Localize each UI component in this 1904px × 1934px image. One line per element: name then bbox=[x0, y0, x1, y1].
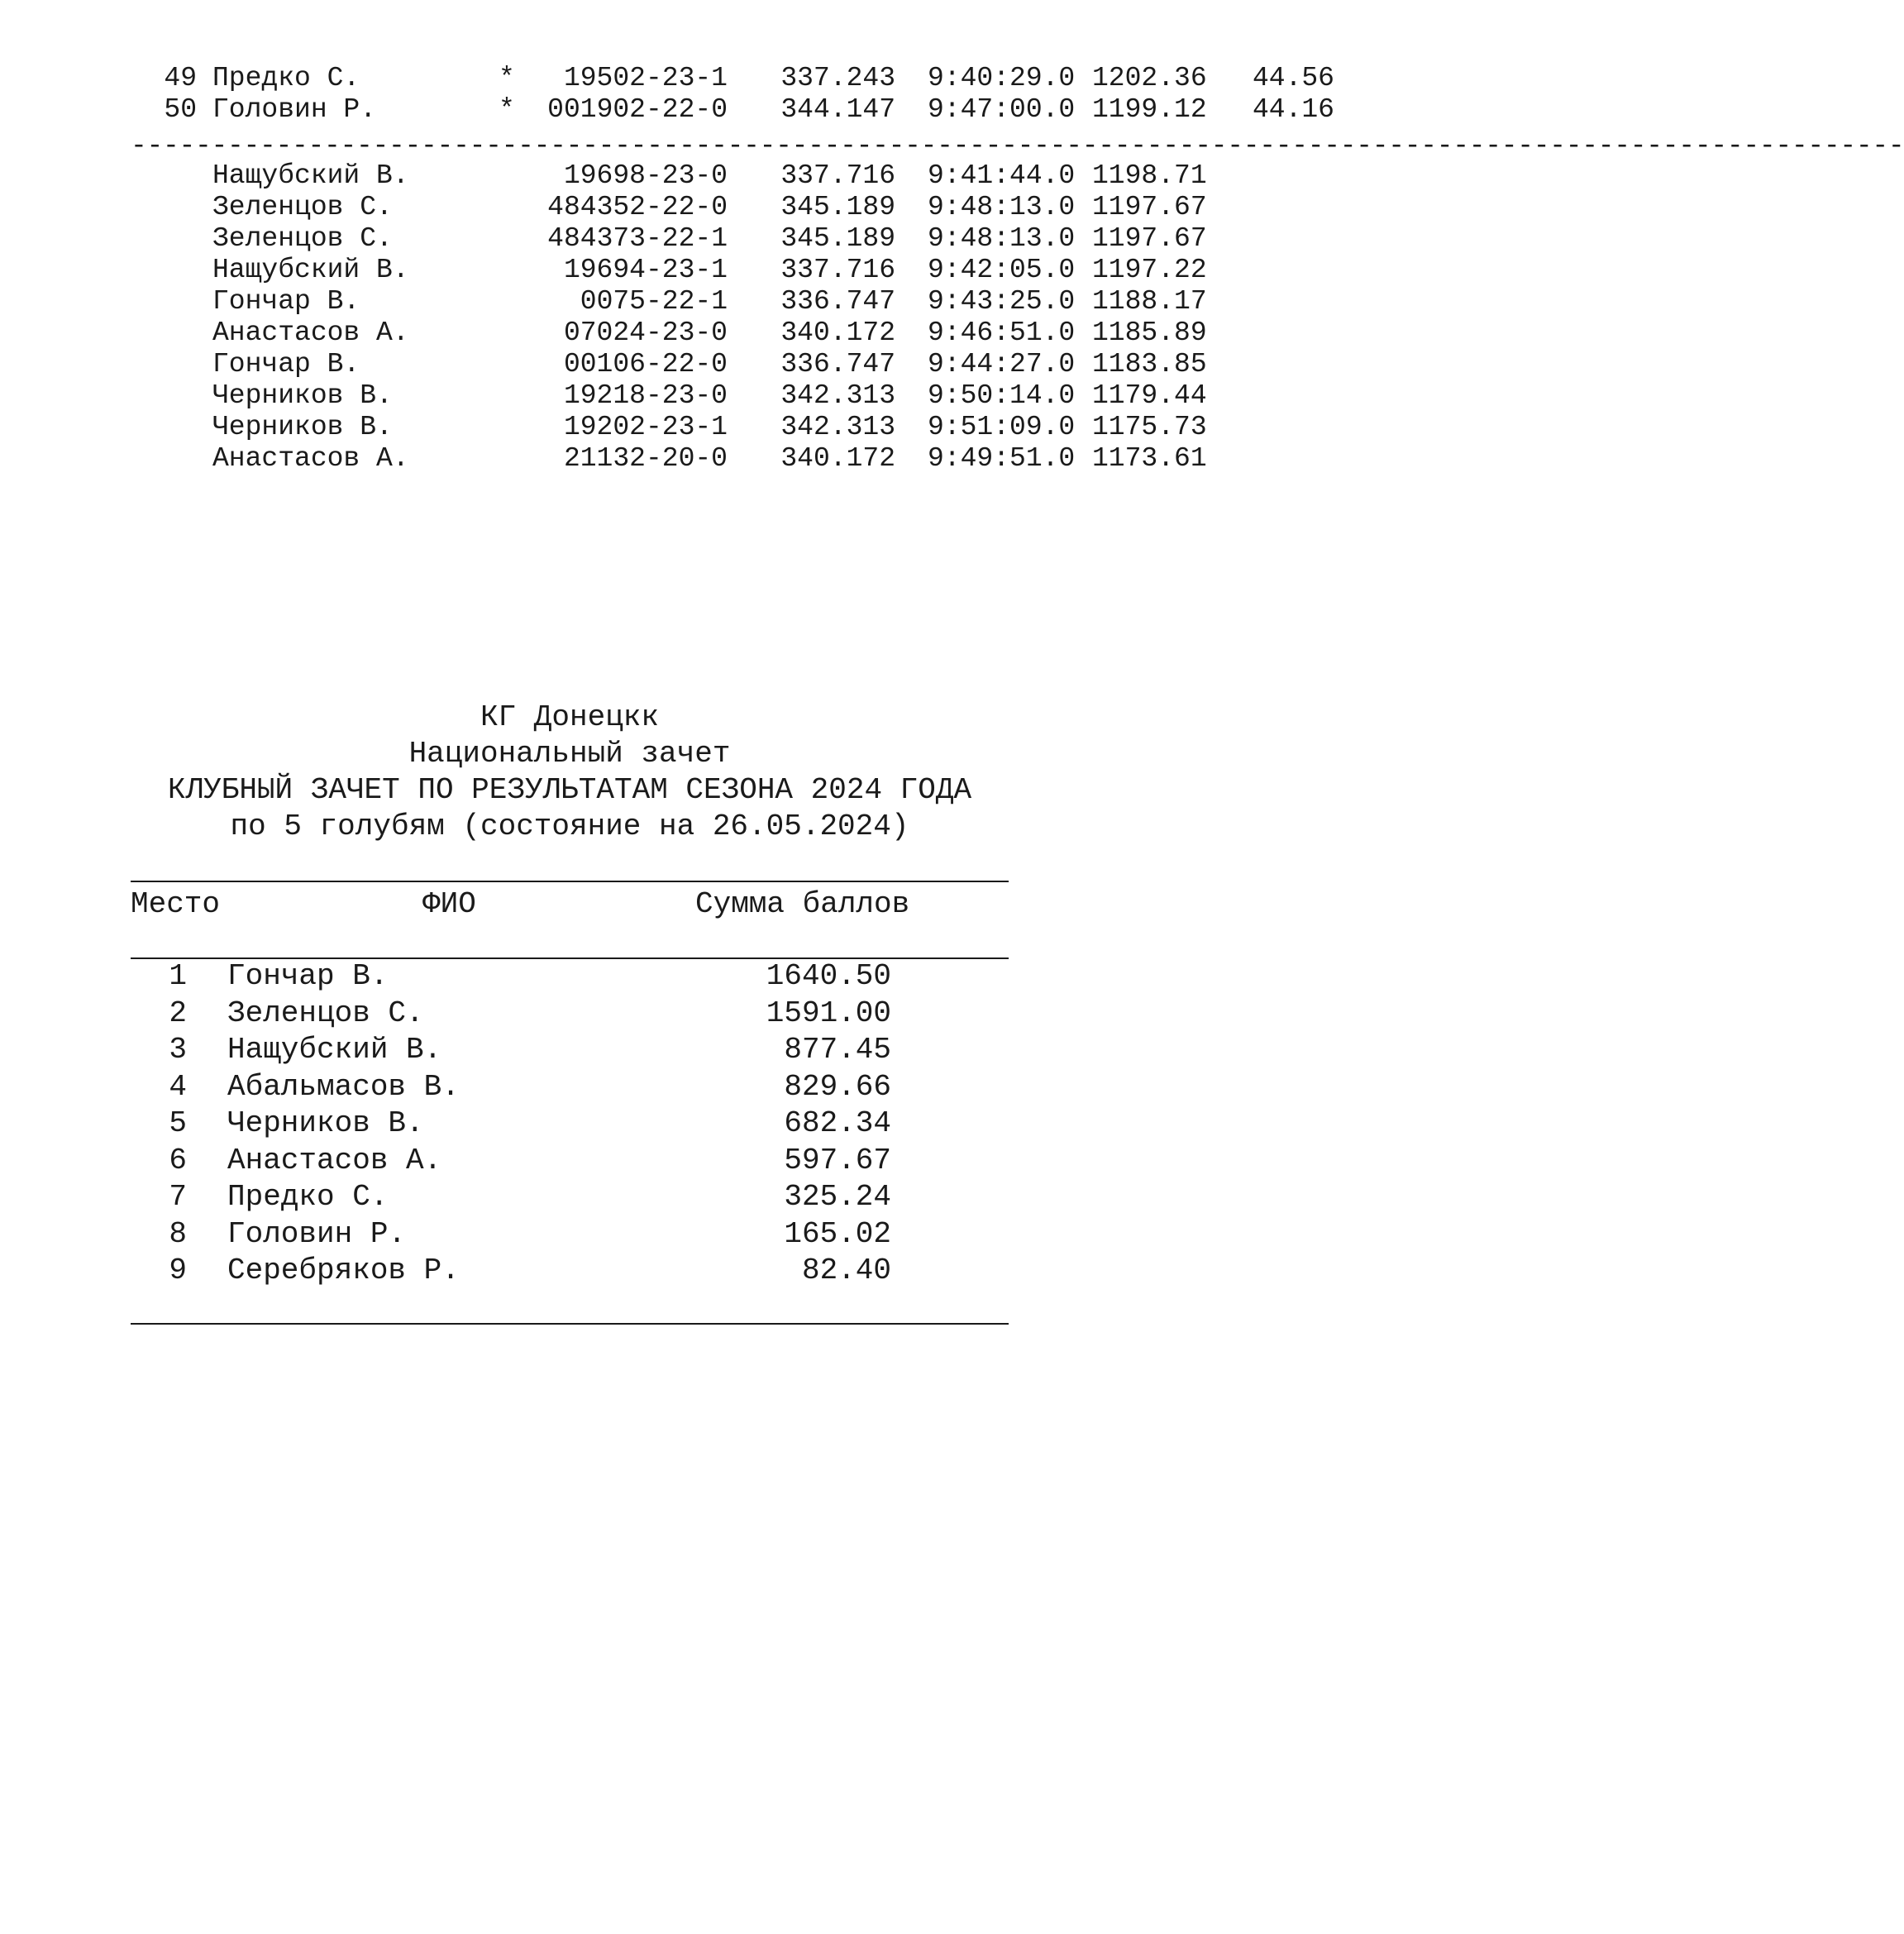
reserve-speed: 1173.61 bbox=[1092, 443, 1207, 474]
reserve-distance: 345.189 bbox=[780, 223, 895, 254]
result-points: 44.56 bbox=[1252, 63, 1334, 93]
reserve-ring: 19218-23-0 bbox=[563, 380, 728, 411]
dashed-divider: -------------------------------------------------------------------------------------------------------------- bbox=[131, 131, 1904, 161]
standing-sum: 829.66 bbox=[784, 1069, 891, 1104]
table-row bbox=[131, 1216, 1009, 1254]
standing-name: Зеленцов С. bbox=[227, 996, 424, 1030]
table-row bbox=[131, 412, 1334, 443]
standing-name: Нащубский В. bbox=[227, 1033, 442, 1067]
reserve-time: 9:50:14.0 bbox=[928, 380, 1076, 411]
standings-table bbox=[131, 958, 1009, 1290]
reserve-name: Нащубский В. bbox=[212, 160, 409, 191]
reserve-ring: 19202-23-1 bbox=[563, 412, 728, 442]
table-row bbox=[131, 1253, 1009, 1290]
table-row bbox=[131, 996, 1009, 1033]
reserve-speed: 1179.44 bbox=[1092, 380, 1207, 411]
org-name: КГ Донецкк bbox=[480, 700, 660, 734]
standing-name: Головин Р. bbox=[227, 1216, 407, 1251]
result-speed: 1199.12 bbox=[1092, 94, 1207, 125]
reserve-name: Гончар В. bbox=[212, 349, 360, 380]
result-distance: 337.243 bbox=[780, 63, 895, 93]
reserve-name: Зеленцов С. bbox=[212, 192, 393, 222]
standing-name: Черников В. bbox=[227, 1106, 424, 1140]
reserve-distance: 340.172 bbox=[780, 318, 895, 348]
reserve-name: Анастасов А. bbox=[212, 443, 409, 474]
reserve-ring: 21132-20-0 bbox=[563, 443, 728, 474]
result-time: 9:40:29.0 bbox=[928, 63, 1076, 93]
standing-place: 6 bbox=[169, 1143, 187, 1177]
reserve-time: 9:41:44.0 bbox=[928, 160, 1076, 191]
reserve-table bbox=[131, 160, 1334, 475]
result-ring: 19502-23-1 bbox=[563, 63, 728, 93]
reserve-speed: 1175.73 bbox=[1092, 412, 1207, 442]
table-bottom-rule bbox=[131, 1323, 1009, 1325]
standing-place: 1 bbox=[169, 959, 187, 993]
result-position: 49 bbox=[164, 63, 197, 93]
reserve-time: 9:44:27.0 bbox=[928, 349, 1076, 380]
reserve-ring: 19694-23-1 bbox=[563, 255, 728, 285]
reserve-name: Гончар В. bbox=[212, 286, 360, 317]
header-sum: Сумма баллов bbox=[695, 887, 910, 921]
reserve-time: 9:43:25.0 bbox=[928, 286, 1076, 317]
table-row bbox=[131, 349, 1334, 380]
table-row bbox=[131, 286, 1334, 318]
result-mark: * bbox=[499, 94, 515, 125]
header-place: Место bbox=[131, 887, 221, 921]
reserve-distance: 342.313 bbox=[780, 412, 895, 442]
reserve-distance: 337.716 bbox=[780, 255, 895, 285]
result-name: Головин Р. bbox=[212, 94, 377, 125]
reserve-time: 9:46:51.0 bbox=[928, 318, 1076, 348]
table-row bbox=[131, 1105, 1009, 1143]
reserve-distance: 340.172 bbox=[780, 443, 895, 474]
reserve-speed: 1197.22 bbox=[1092, 255, 1207, 285]
reserve-time: 9:49:51.0 bbox=[928, 443, 1076, 474]
table-top-rule bbox=[131, 881, 1009, 882]
reserve-name: Нащубский В. bbox=[212, 255, 409, 285]
reserve-distance: 345.189 bbox=[780, 192, 895, 222]
table-row bbox=[131, 223, 1334, 255]
reserve-distance: 336.747 bbox=[780, 349, 895, 380]
reserve-distance: 337.716 bbox=[780, 160, 895, 191]
reserve-ring: 19698-23-0 bbox=[563, 160, 728, 191]
table-row bbox=[131, 192, 1334, 223]
reserve-ring: 00106-22-0 bbox=[563, 349, 728, 380]
reserve-speed: 1197.67 bbox=[1092, 223, 1207, 254]
reserve-speed: 1197.67 bbox=[1092, 192, 1207, 222]
result-distance: 344.147 bbox=[780, 94, 895, 125]
table-row bbox=[131, 443, 1334, 475]
result-speed: 1202.36 bbox=[1092, 63, 1207, 93]
reserve-speed: 1188.17 bbox=[1092, 286, 1207, 317]
reserve-distance: 336.747 bbox=[780, 286, 895, 317]
table-row bbox=[131, 318, 1334, 349]
standing-name: Серебряков Р. bbox=[227, 1254, 460, 1287]
reserve-distance: 342.313 bbox=[780, 380, 895, 411]
standing-sum: 682.34 bbox=[784, 1106, 891, 1140]
reserve-speed: 1183.85 bbox=[1092, 349, 1207, 380]
table-row bbox=[131, 63, 1334, 94]
standing-name: Абальмасов В. bbox=[227, 1069, 460, 1104]
page-title: КЛУБНЫЙ ЗАЧЕТ ПО РЕЗУЛЬТАТАМ СЕЗОНА 2024 ГОДА bbox=[167, 773, 972, 807]
standing-place: 7 bbox=[169, 1180, 187, 1214]
table-row bbox=[131, 1143, 1009, 1180]
result-name: Предко С. bbox=[212, 63, 360, 93]
reserve-ring: 07024-23-0 bbox=[563, 318, 728, 348]
reserve-name: Черников В. bbox=[212, 412, 393, 442]
standing-sum: 325.24 bbox=[784, 1180, 891, 1214]
reserve-time: 9:48:13.0 bbox=[928, 223, 1076, 254]
standing-sum: 597.67 bbox=[784, 1143, 891, 1177]
standing-sum: 1640.50 bbox=[766, 959, 891, 993]
standing-place: 9 bbox=[169, 1254, 187, 1287]
table-row bbox=[131, 160, 1334, 192]
reserve-name: Черников В. bbox=[212, 380, 393, 411]
standing-sum: 877.45 bbox=[784, 1033, 891, 1067]
standing-sum: 1591.00 bbox=[766, 996, 891, 1030]
table-row bbox=[131, 1069, 1009, 1106]
standing-sum: 82.40 bbox=[801, 1254, 891, 1287]
results-table bbox=[131, 63, 1334, 126]
reserve-ring: 0075-22-1 bbox=[580, 286, 728, 317]
standings-header bbox=[131, 886, 1009, 923]
standing-place: 5 bbox=[169, 1106, 187, 1140]
table-row bbox=[131, 1032, 1009, 1069]
reserve-time: 9:51:09.0 bbox=[928, 412, 1076, 442]
result-ring: 001902-22-0 bbox=[547, 94, 728, 125]
standing-name: Гончар В. bbox=[227, 959, 389, 993]
table-row bbox=[131, 255, 1334, 286]
reserve-speed: 1185.89 bbox=[1092, 318, 1207, 348]
standing-name: Предко С. bbox=[227, 1180, 389, 1214]
standing-place: 3 bbox=[169, 1033, 187, 1067]
reserve-time: 9:42:05.0 bbox=[928, 255, 1076, 285]
result-time: 9:47:00.0 bbox=[928, 94, 1076, 125]
reserve-name: Зеленцов С. bbox=[212, 223, 393, 254]
header-name: ФИО bbox=[422, 887, 476, 921]
standing-place: 4 bbox=[169, 1069, 187, 1104]
standing-place: 2 bbox=[169, 996, 187, 1030]
club-title-block bbox=[131, 700, 1009, 845]
reserve-name: Анастасов А. bbox=[212, 318, 409, 348]
standing-name: Анастасов А. bbox=[227, 1143, 442, 1177]
table-row bbox=[131, 1179, 1009, 1216]
standing-sum: 165.02 bbox=[784, 1216, 891, 1251]
result-position: 50 bbox=[164, 94, 197, 125]
table-row bbox=[131, 958, 1009, 996]
result-points: 44.16 bbox=[1252, 94, 1334, 125]
reserve-speed: 1198.71 bbox=[1092, 160, 1207, 191]
table-row bbox=[131, 380, 1334, 412]
reserve-ring: 484373-22-1 bbox=[547, 223, 728, 254]
table-row bbox=[131, 94, 1334, 126]
condition-line: по 5 голубям (состояние на 26.05.2024) bbox=[230, 809, 909, 843]
subtitle: Национальный зачет bbox=[408, 737, 731, 771]
reserve-time: 9:48:13.0 bbox=[928, 192, 1076, 222]
reserve-ring: 484352-22-0 bbox=[547, 192, 728, 222]
result-mark: * bbox=[499, 63, 515, 93]
standing-place: 8 bbox=[169, 1216, 187, 1251]
